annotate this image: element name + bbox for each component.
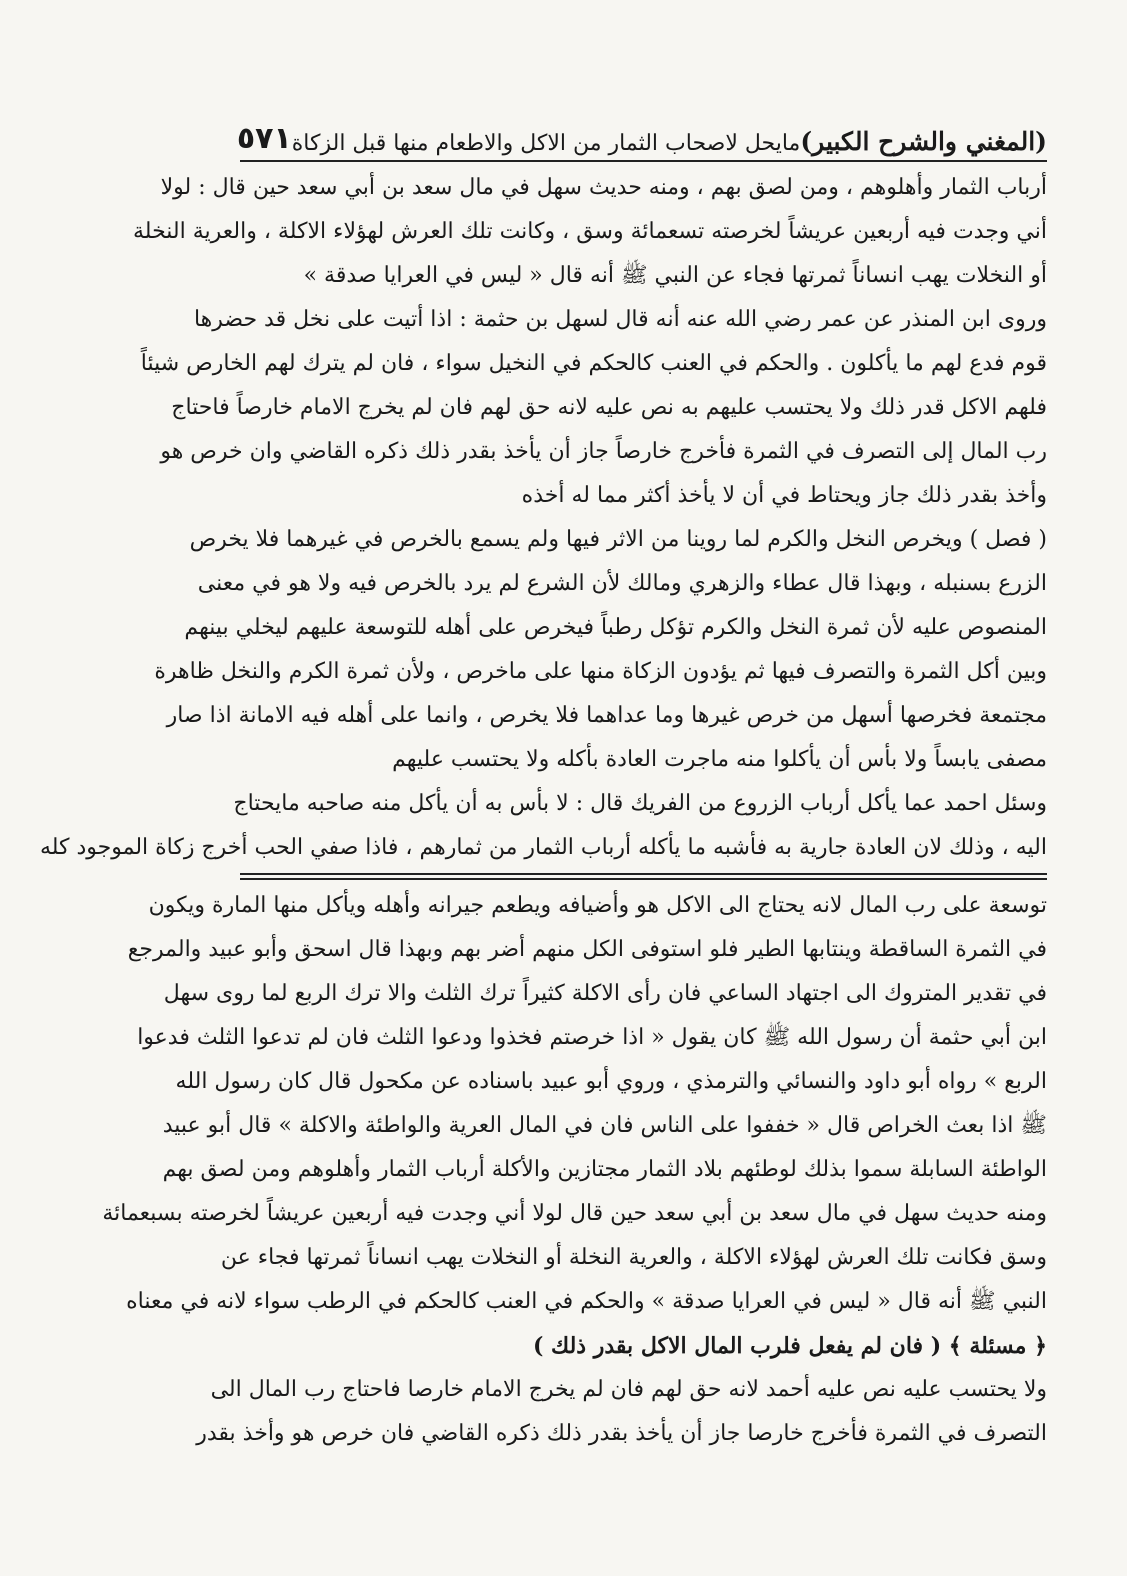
text-line: أو النخلات يهب انساناً ثمرتها فجاء عن النبي ﷺ أنه قال « ليس في العرايا صدقة »: [303, 263, 1047, 288]
text-line: رب المال إلى التصرف في الثمرة فأخرج خارصاً جاز أن يأخذ بقدر ذلك ذكره القاضي وان خرص هو: [160, 439, 1047, 464]
book-title: (المغني والشرح الكبير): [800, 127, 1047, 156]
text-line: وبين أكل الثمرة والتصرف فيها ثم يؤدون الزكاة منها على ماخرص ، ولأن ثمرة الكرم والنخل ظاهرة: [154, 659, 1047, 684]
commentary-separator: [240, 873, 1047, 880]
text-line: ﴿ مسئلة ﴾ ( فان لم يفعل فلرب المال الاكل بقدر ذلك ): [532, 1333, 1047, 1359]
text-line: في الثمرة الساقطة وينتابها الطير فلو استوفى الكل منهم أضر بهم وبهذا قال اسحق وأبو عبيد والمرجع: [127, 937, 1047, 962]
text-line: اليه ، وذلك لان العادة جارية به فأشبه ما يأكله أرباب الثمار من ثمارهم ، فاذا صفي الحب أخرج زكاة الموجود كله: [39, 835, 1047, 860]
text-line: وسئل احمد عما يأكل أرباب الزروع من الفريك قال : لا بأس به أن يأكل منه صاحبه مايحتاج: [233, 791, 1047, 816]
text-line: مجتمعة فخرصها أسهل من خرص غيرها وما عداهما فلا يخرص ، وانما على أهله فيه الامانة اذا صار: [166, 703, 1047, 728]
text-line: وأخذ بقدر ذلك جاز ويحتاط في أن لا يأخذ أكثر مما له أخذه: [521, 483, 1047, 508]
text-line: التصرف في الثمرة فأخرج خارصا جاز أن يأخذ بقدر ذلك ذكره القاضي فان خرص هو وأخذ بقدر: [196, 1421, 1047, 1446]
text-line: أرباب الثمار وأهلوهم ، ومن لصق بهم ، ومنه حديث سهل في مال سعد بن أبي سعد حين قال : لولا: [160, 175, 1047, 200]
text-line: ومنه حديث سهل في مال سعد بن أبي سعد حين قال لولا أني وجدت فيه أربعين عريشاً لخرصته بسبعمائة: [102, 1201, 1047, 1226]
text-line: المنصوص عليه لأن ثمرة النخل والكرم تؤكل رطباً فيخرص على أهله للتوسعة عليهم ليخلي بينهم: [184, 615, 1047, 640]
text-line: النبي ﷺ أنه قال « ليس في العرايا صدقة » والحكم في العنب كالحكم في الرطب سواء لانه في معناه: [126, 1289, 1047, 1314]
commentary-text: [102, 884, 1047, 1456]
chapter-title: مايحل لاصحاب الثمار من الاكل والاطعام منها قبل الزكاة: [291, 131, 801, 156]
text-line: ابن أبي حثمة أن رسول الله ﷺ كان يقول « اذا خرصتم فخذوا ودعوا الثلث فان لم تدعوا الثلث فدعوا: [137, 1025, 1047, 1050]
text-line: ﷺ اذا بعث الخراص قال « خففوا على الناس فان في المال العرية والواطئة والاكلة » قال أبو عبيد: [162, 1113, 1047, 1138]
text-line: الزرع بسنبله ، وبهذا قال عطاء والزهري ومالك لأن الشرع لم يرد بالخرص فيه ولا هو في معنى: [197, 571, 1047, 596]
text-line: ( فصل ) ويخرص النخل والكرم لما روينا من الاثر فيها ولم يسمع بالخرص في غيرهما فلا يخرص: [189, 527, 1047, 552]
text-line: أني وجدت فيه أربعين عريشاً لخرصته تسعمائة وسق ، وكانت تلك العرش لهؤلاء الاكلة ، والعرية النخلة: [133, 219, 1047, 244]
text-line: الربع » رواه أبو داود والنسائي والترمذي ، وروي أبو عبيد باسناده عن مكحول قال كان رسول الله: [175, 1069, 1047, 1094]
page-number: ٥٧١: [236, 121, 292, 156]
text-line: فلهم الاكل قدر ذلك ولا يحتسب عليهم به نص عليه لانه حق لهم فان لم يخرج الامام خارصاً فاحتاج: [171, 395, 1047, 420]
text-line: قوم فدع لهم ما يأكلون . والحكم في العنب كالحكم في النخيل سواء ، فان لم يترك لهم الخارص شيئاً: [140, 351, 1047, 376]
text-line: توسعة على رب المال لانه يحتاج الى الاكل هو وأضيافه ويطعم جيرانه وأهله ويأكل منها المارة ويكون: [148, 893, 1047, 918]
main-text: [39, 166, 1047, 870]
text-line: وسق فكانت تلك العرش لهؤلاء الاكلة ، والعرية النخلة أو النخلات يهب انساناً ثمرتها فجاء عن: [220, 1245, 1047, 1270]
text-line: الواطئة السابلة سموا بذلك لوطئهم بلاد الثمار مجتازين والأكلة أرباب الثمار وأهلوهم ومن لصق بهم: [162, 1157, 1047, 1182]
running-header: [236, 110, 1047, 162]
text-line: مصفى يابساً ولا بأس أن يأكلوا منه ماجرت العادة بأكله ولا يحتسب عليهم: [392, 747, 1047, 772]
text-line: وروى ابن المنذر عن عمر رضي الله عنه أنه قال لسهل بن حثمة : اذا أتيت على نخل قد حضرها: [193, 307, 1047, 332]
text-line: ولا يحتسب عليه نص عليه أحمد لانه حق لهم فان لم يخرج الامام خارصا فاحتاج رب المال الى: [210, 1377, 1047, 1402]
text-line: في تقدير المتروك الى اجتهاد الساعي فان رأى الاكلة كثيراً ترك الثلث والا ترك الربع لما روى سهل: [163, 981, 1047, 1006]
